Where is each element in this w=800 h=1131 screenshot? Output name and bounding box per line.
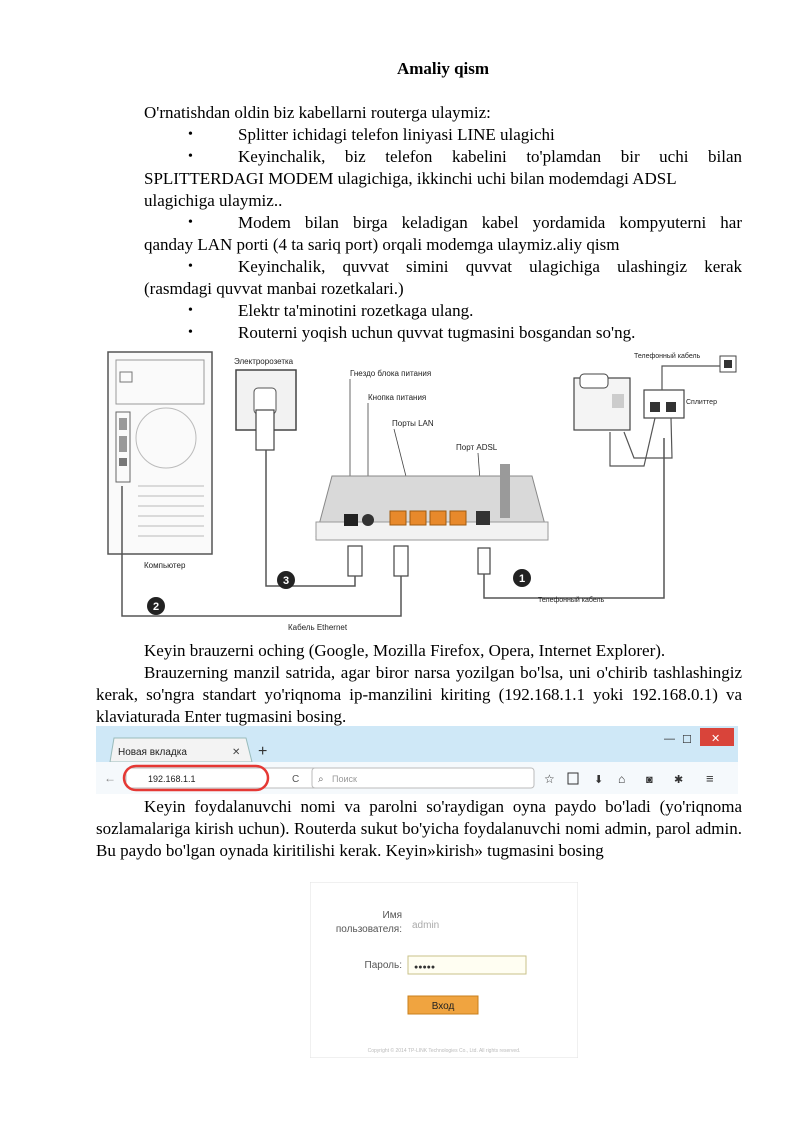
bullet-marker: • (188, 259, 193, 274)
username-field[interactable]: admin (412, 920, 440, 931)
para2-line-1: Keyin brauzerni oching (Google, Mozilla Firefox, Opera, Internet Explorer). (144, 641, 666, 660)
socket-label: Электророзетка (234, 357, 294, 366)
bullet-3-rest: qanday LAN porti (4 ta sariq port) orqali modemga ulaymiz.aliy qism (144, 235, 620, 254)
bullet-5: Elektr ta'minotini rozetkaga ulang. (238, 301, 474, 320)
adsl-port-label: Порт ADSL (456, 443, 498, 452)
download-icon[interactable]: ⬇ (594, 774, 604, 786)
bullet-marker: • (188, 149, 193, 164)
username-label-line-2: пользователя: (335, 924, 402, 935)
login-button-label: Вход (431, 1001, 455, 1012)
ethernet-cable-label: Кабель Ethernet (288, 623, 348, 632)
power-jack-label: Гнездо блока питания (350, 369, 432, 378)
bullet-3-line-1: Modem bilan birga keladigan kabel yordamida kompyuterni har (238, 213, 742, 232)
tab-close-icon[interactable]: ✕ (232, 747, 241, 758)
copyright-footer: Copyright © 2014 TP-LINK Technologies Co., Ltd. All rights reserved. (367, 1048, 521, 1054)
minimize-button[interactable]: — (664, 733, 675, 745)
bullet-marker: • (188, 127, 193, 142)
bullet-4-line-1: Keyinchalik, quvvat simini quvvat ulagichiga ulashingiz kerak (238, 257, 742, 276)
bullet-marker: • (188, 303, 193, 318)
telephone (574, 374, 630, 430)
step-2-number: 2 (152, 601, 160, 613)
router-connection-diagram (104, 346, 744, 636)
wall-socket (236, 370, 296, 450)
para3-body: Keyin foydalanuvchi nomi va parolni so'raydigan oyna paydo bo'ladi (yo'riqnoma sozlamalariga kirish uchun). Routerda sukut bo'yicha foydalanuvchi nomi admin, parol admin. Bu paydo bo'lgan oynada kiritilishi kerak. Keyin»kirish» tugmasini bosing (96, 797, 742, 860)
bookmark-star-icon[interactable]: ☆ (544, 772, 555, 786)
browser-screenshot (96, 726, 738, 794)
login-screenshot (310, 882, 578, 1058)
step-3-number: 3 (282, 575, 290, 587)
step-1-number: 1 (518, 573, 526, 585)
computer-label: Компьютер (144, 561, 186, 570)
bullet-2-rest: SPLITTERDAGI MODEM ulagichiga, ikkinchi uchi bilan modemdagi ADSL ulagichiga ulaymiz.. (144, 169, 676, 210)
maximize-button[interactable]: ☐ (682, 734, 692, 746)
search-icon: ⌕ (318, 774, 324, 785)
home-icon[interactable]: ⌂ (618, 772, 626, 786)
computer-tower (108, 352, 212, 554)
browser-tab-title[interactable]: Новая вкладка (118, 747, 187, 758)
address-bar[interactable]: 192.168.1.1 (148, 774, 196, 784)
new-tab-button[interactable]: + (258, 743, 268, 760)
reload-icon[interactable]: C (292, 774, 300, 785)
phone-cable-bottom-label: Телефонный кабель (538, 597, 605, 604)
back-arrow-icon[interactable]: ← (104, 771, 116, 785)
section-title: Amaliy qism (396, 59, 490, 78)
splitter-label: Сплиттер (686, 399, 717, 406)
para2-body: Brauzerning manzil satrida, agar biror narsa yozilgan bo'lsa, uni o'chirib tashlashingiz kerak, so'ngra standart yo'riqnoma ip-manzilini kiriting (192.168.1.1 yoki 192.168.0.1) va klaviaturada Enter tugmasini bosing. (96, 663, 742, 726)
bullet-marker: • (188, 215, 193, 230)
intro-text: O'rnatishdan oldin biz kabellarni routerga ulaymiz: (144, 103, 491, 122)
pocket-icon[interactable]: ◙ (646, 774, 653, 786)
power-button-label: Кнопка питания (368, 393, 427, 402)
password-value: ●●●●● (414, 964, 436, 971)
lan-ports-label: Порты LAN (392, 419, 434, 428)
bullet-marker: • (188, 325, 193, 340)
bullet-6: Routerni yoqish uchun quvvat tugmasini bosgandan so'ng. (238, 323, 636, 342)
bullet-1: Splitter ichidagi telefon liniyasi LINE ulagichi (238, 125, 555, 144)
bullet-4-rest: (rasmdagi quvvat manbai rozetkalari.) (144, 279, 404, 298)
password-label: Пароль: (364, 960, 402, 971)
router (316, 464, 548, 540)
bullet-2-line-1: Keyinchalik, biz telefon kabelini to'plamdan bir uchi bilan (238, 147, 742, 166)
splitter (644, 356, 736, 418)
menu-icon[interactable]: ≡ (706, 771, 714, 786)
username-label-line-1: Имя (382, 910, 402, 921)
search-placeholder: Поиск (332, 774, 357, 784)
close-window-icon: ✕ (711, 733, 721, 745)
tools-icon[interactable]: ✱ (674, 774, 684, 786)
phone-cable-label: Телефонный кабель (634, 353, 701, 360)
